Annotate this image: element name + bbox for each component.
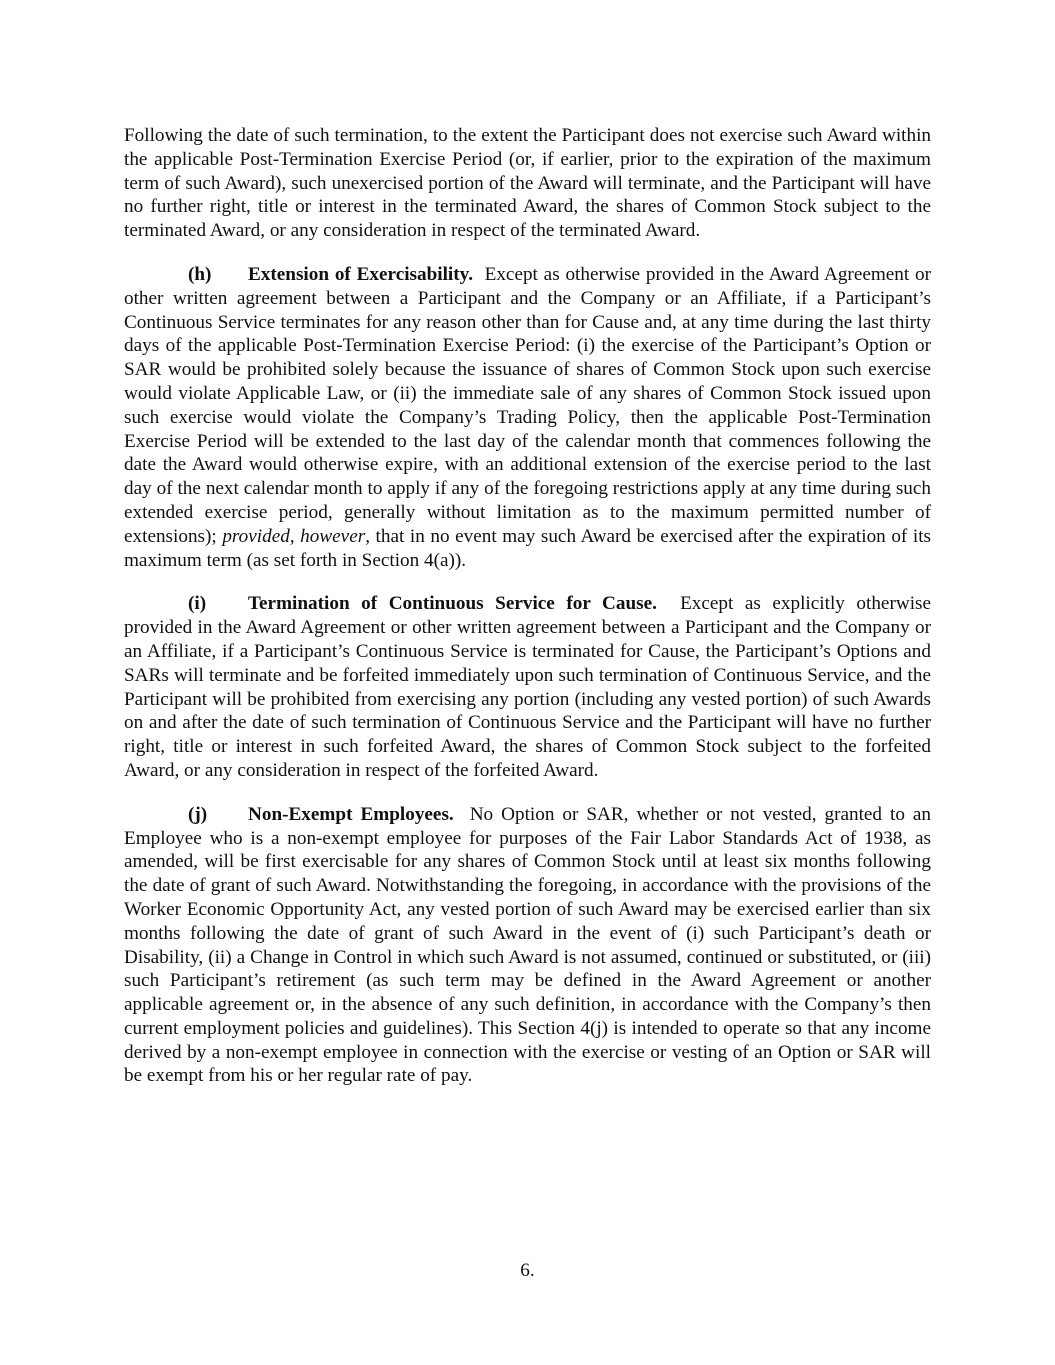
section-body-j: No Option or SAR, whether or not vested, granted to an Employee who is a non-exempt employee for purposes of the Fair Labor Standards Act of 1938, as amended, will be first exercisable for any shares of Common Stock until at least six months following the date of grant of such Award. Notwithstanding the foregoing, in accordance with the provisions of the Worker Economic Opportunity Act, any vested portion of such Award may be exercised earlier than six months following the date of grant of such Award in the event of (i) such Participant’s death or Disability, (ii) a Change in Control in which such Award is not assumed, continued or substituted, or (iii) such Participant’s retirement (as such term may be defined in the Award Agreement or another applicable agreement or, in the absence of any such definition, in accordance with the Company’s then current employment policies and guidelines). This Section 4(j) is intended to operate so that any income derived by a non-exempt employee in connection with the exercise or vesting of an Option or SAR will be exempt from his or her regular rate of pay. bbox=[124, 803, 932, 1087]
paragraph-continuation: Following the date of such termination, to the extent the Participant does not exercise such Award within the applicable Post-Termination Exercise Period (or, if earlier, prior to the expiration of the maximum term of such Award), such unexercised portion of the Award will terminate, and the Participant will have no further right, title or interest in the terminated Award, the shares of Common Stock subject to the terminated Award, or any consideration in respect of the terminated Award. bbox=[124, 125, 931, 242]
section-number-h: (h) bbox=[188, 263, 212, 285]
section-body-i: Except as explicitly otherwise provided in the Award Agreement or other written agreement between a Participant and the Company or an Affiliate, if a Participant’s Continuous Service is terminated for Cause, the Participant’s Options and SARs will terminate and be forfeited immediately upon such termination of Continuous Service, and the Participant will be prohibited from exercising any portion (including any vested portion) of such Awards on and after the date of such termination of Continuous Service and the Participant will have no further right, title or interest in such forfeited Award, the shares of Common Stock subject to the forfeited Award, or any consideration in respect of the forfeited Award. bbox=[124, 593, 932, 781]
paragraph-i bbox=[124, 592, 931, 782]
section-italic-h: provided, however bbox=[222, 525, 366, 547]
section-body-h: Except as otherwise provided in the Award Agreement or other written agreement between a Participant and the Company or an Affiliate, if a Participant’s Continuous Service terminates for any reason other than for Cause and, at any time during the last thirty days of the applicable Post-Termination Exercise Period: (i) the exercise of the Participant’s Option or SAR would be prohibited solely because the issuance of shares of Common Stock upon such exercise would violate Applicable Law, or (ii) the immediate sale of any shares of Common Stock issued upon such exercise would violate the Company’s Trading Policy, then the applicable Post-Termination Exercise Period will be extended to the last day of the calendar month that commences following the date the Award would otherwise expire, with an additional extension of the exercise period to the last day of the next calendar month to apply if any of the foregoing restrictions apply at any time during such extended exercise period, generally without limitation as to the maximum permitted number of extensions); bbox=[124, 263, 932, 547]
section-heading-h: Extension of Exercisability. bbox=[248, 263, 473, 285]
section-number-j: (j) bbox=[188, 803, 208, 825]
section-heading-i: Termination of Continuous Service for Cause. bbox=[248, 593, 657, 615]
paragraph-h bbox=[124, 263, 931, 572]
section-number-i: (i) bbox=[188, 593, 207, 615]
section-body-h-end: , that in no event may such Award be exercised after the expiration of its maximum term (as set forth in Section 4(a)). bbox=[124, 525, 932, 571]
document-page bbox=[124, 124, 931, 1108]
paragraph-j bbox=[124, 803, 931, 1089]
page-number: 6. bbox=[520, 1260, 535, 1281]
section-heading-j: Non-Exempt Employees. bbox=[248, 803, 454, 825]
